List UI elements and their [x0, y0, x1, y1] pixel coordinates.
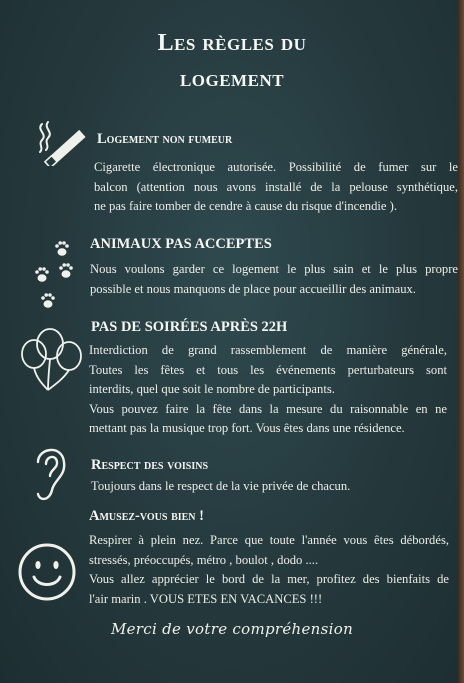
rule-text-no-parties	[89, 341, 447, 439]
rule-line: ne pas faire tomber de cendre à cause du risque d'incendie ).	[94, 199, 397, 213]
rule-heading-no-animals: ANIMAUX PAS ACCEPTES	[90, 236, 272, 252]
frame-edge	[458, 0, 464, 683]
rule-heading-have-fun: Amusez-vous bien !	[89, 508, 204, 524]
rule-text-respect-neighbours	[91, 477, 451, 497]
rule-line: Toutes les fêtes et tous les événements perturbateurs sont	[89, 362, 447, 377]
rule-line: stressés, préoccupés, métro , boulot , dodo ....	[89, 552, 319, 567]
smiley-icon	[16, 541, 78, 603]
rule-line: Vous pouvez faire la fête dans la mesure du raisonnable en ne	[89, 401, 447, 416]
rule-line: possible et nous manquons de place pour accueillir des animaux.	[90, 281, 416, 296]
rule-line: Toujours dans le respect de la vie privée de chacun.	[91, 479, 351, 493]
rule-line: mettant pas la musique trop fort. Vous êtes dans une résidence.	[89, 421, 405, 435]
page-title-line-2: logement	[179, 66, 285, 92]
rule-heading-non-smoking: Logement non fumeur	[97, 131, 233, 147]
rule-text-non-smoking	[94, 158, 458, 217]
signature-thanks: Merci de votre compréhension	[110, 620, 354, 638]
rule-line: Interdiction de grand rassemblement de manière générale,	[89, 343, 447, 357]
rule-line: Cigarette électronique autorisée. Possibilité de fumer sur le	[94, 160, 458, 174]
cigarette-icon	[34, 116, 92, 166]
rule-line: Nous voulons garder ce logement le plus sain et le plus propre	[90, 262, 458, 276]
rule-line: Respirer à plein nez. Parce que toute l'année vous êtes débordés,	[89, 533, 449, 547]
balloons-icon	[14, 322, 88, 394]
paw-prints-icon	[32, 234, 80, 312]
rule-line: l'air marin . VOUS ETES EN VACANCES !!!	[89, 591, 323, 606]
rule-heading-no-parties: PAS DE SOIRÉES APRÈS 22H	[91, 319, 288, 335]
rule-line: Vous allez apprécier le bord de la mer, profitez des bienfaits de	[89, 572, 449, 586]
page-title-line-1: Les règles du	[157, 30, 307, 56]
rule-text-no-animals	[90, 260, 458, 299]
rule-line: interdits, quel que soit le nombre de participants.	[89, 382, 335, 396]
rule-heading-respect-neighbours: Respect des voisins	[91, 457, 209, 473]
ear-icon	[28, 440, 72, 506]
rule-line: balcon (attention nous avons installé de la pelouse synthétique,	[94, 179, 458, 194]
rule-text-have-fun	[89, 531, 449, 609]
